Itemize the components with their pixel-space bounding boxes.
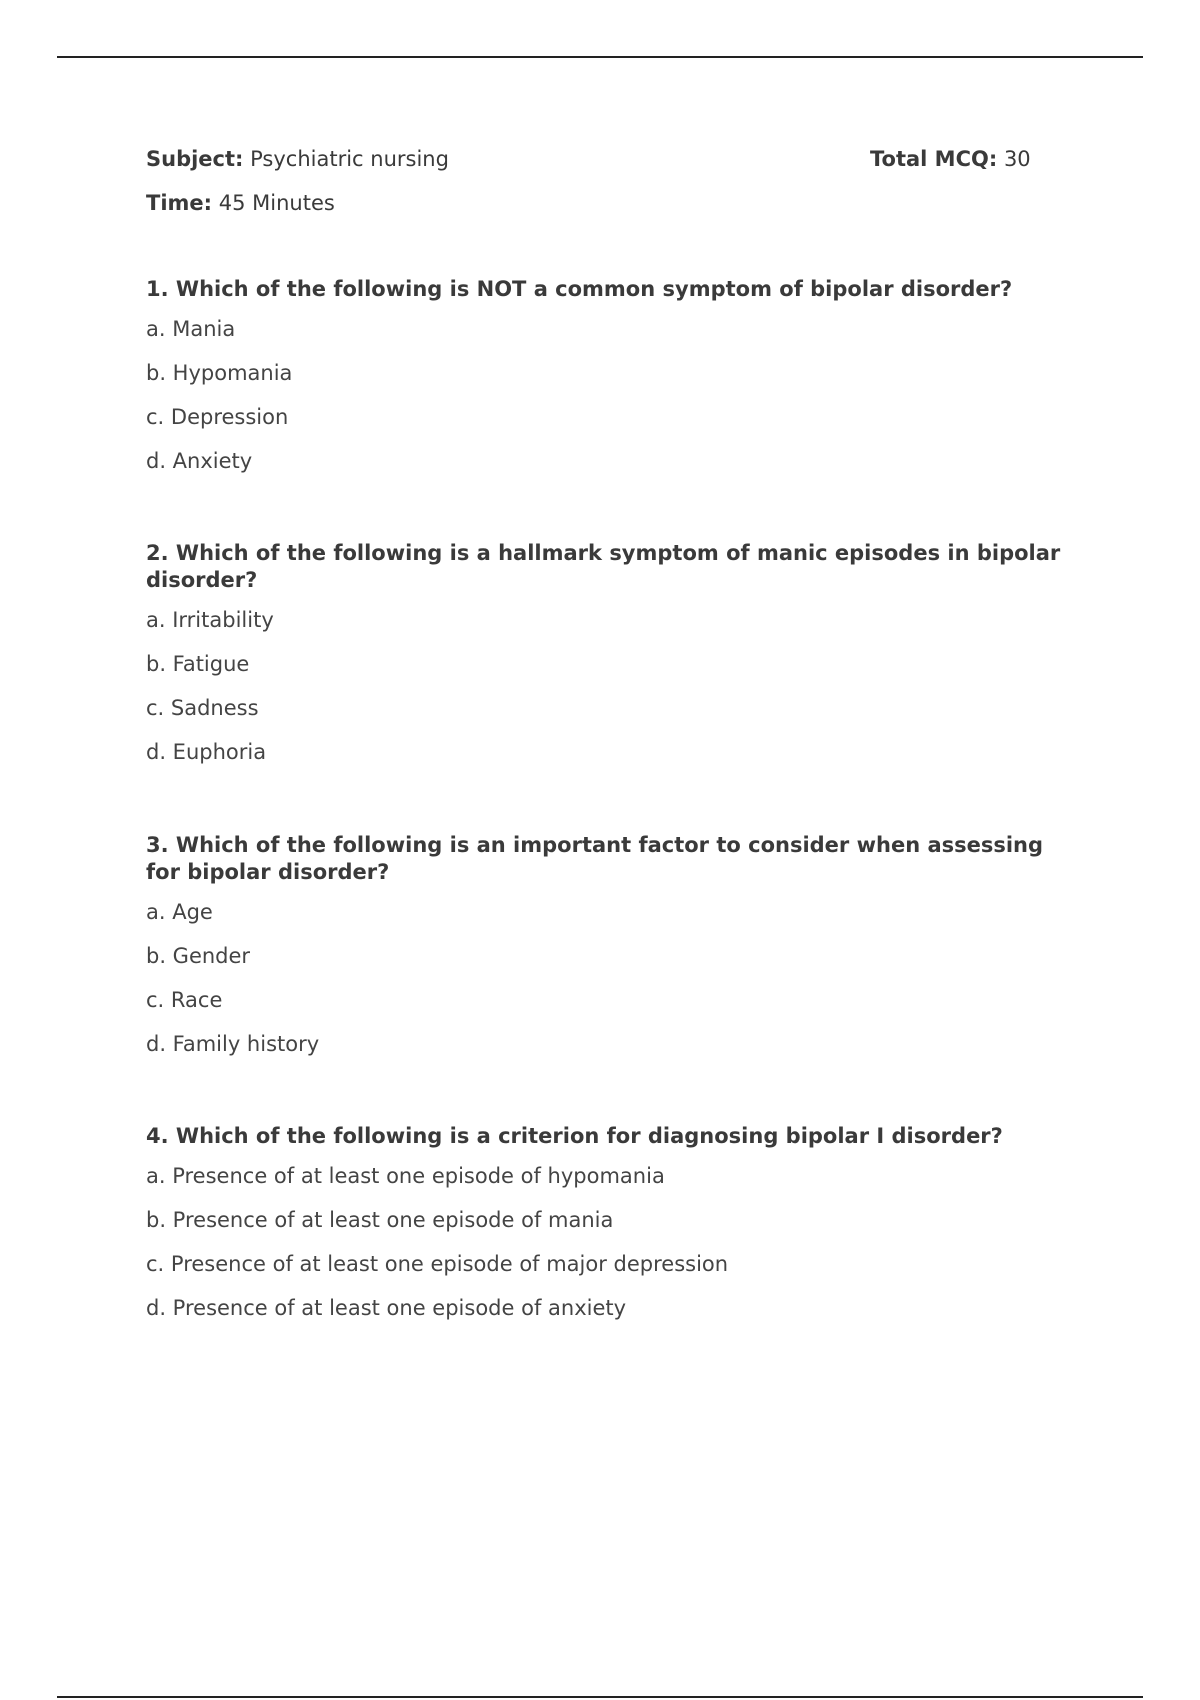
option-a: a. Irritability bbox=[146, 608, 274, 632]
time-label: Time: bbox=[146, 191, 213, 215]
option-d: d. Presence of at least one episode of anxiety bbox=[146, 1296, 627, 1320]
total-mcq-label: Total MCQ: bbox=[870, 147, 998, 171]
option-d: d. Family history bbox=[146, 1032, 320, 1056]
option-a: a. Age bbox=[146, 900, 213, 924]
option-d: d. Euphoria bbox=[146, 740, 267, 764]
option-b: b. Presence of at least one episode of mania bbox=[146, 1208, 614, 1232]
question-2 bbox=[146, 540, 1076, 783]
subject-line bbox=[146, 146, 449, 172]
option-c: c. Depression bbox=[146, 405, 289, 429]
top-divider bbox=[57, 56, 1143, 58]
time-line bbox=[146, 190, 335, 216]
question-3 bbox=[146, 832, 1076, 1075]
option-c: c. Presence of at least one episode of major depression bbox=[146, 1252, 729, 1276]
option-b: b. Hypomania bbox=[146, 361, 293, 385]
subject-value: Psychiatric nursing bbox=[250, 147, 449, 171]
subject-label: Subject: bbox=[146, 147, 244, 171]
question-text: 1. Which of the following is NOT a common symptom of bipolar disorder? bbox=[146, 277, 1013, 301]
question-text: 2. Which of the following is a hallmark symptom of manic episodes in bipolar disorder? bbox=[146, 541, 1061, 592]
question-4 bbox=[146, 1123, 1076, 1339]
bottom-divider bbox=[57, 1696, 1143, 1698]
option-c: c. Race bbox=[146, 988, 223, 1012]
option-b: b. Fatigue bbox=[146, 652, 250, 676]
option-b: b. Gender bbox=[146, 944, 251, 968]
question-text: 3. Which of the following is an important factor to consider when assessing for bipolar disorder? bbox=[146, 833, 1044, 884]
time-value: 45 Minutes bbox=[218, 191, 335, 215]
question-text: 4. Which of the following is a criterion for diagnosing bipolar I disorder? bbox=[146, 1124, 1003, 1148]
total-mcq-line bbox=[870, 146, 1031, 172]
total-mcq-value: 30 bbox=[1003, 147, 1031, 171]
question-1 bbox=[146, 276, 1076, 492]
option-a: a. Mania bbox=[146, 317, 236, 341]
option-d: d. Anxiety bbox=[146, 449, 253, 473]
option-c: c. Sadness bbox=[146, 696, 259, 720]
option-a: a. Presence of at least one episode of hypomania bbox=[146, 1164, 665, 1188]
